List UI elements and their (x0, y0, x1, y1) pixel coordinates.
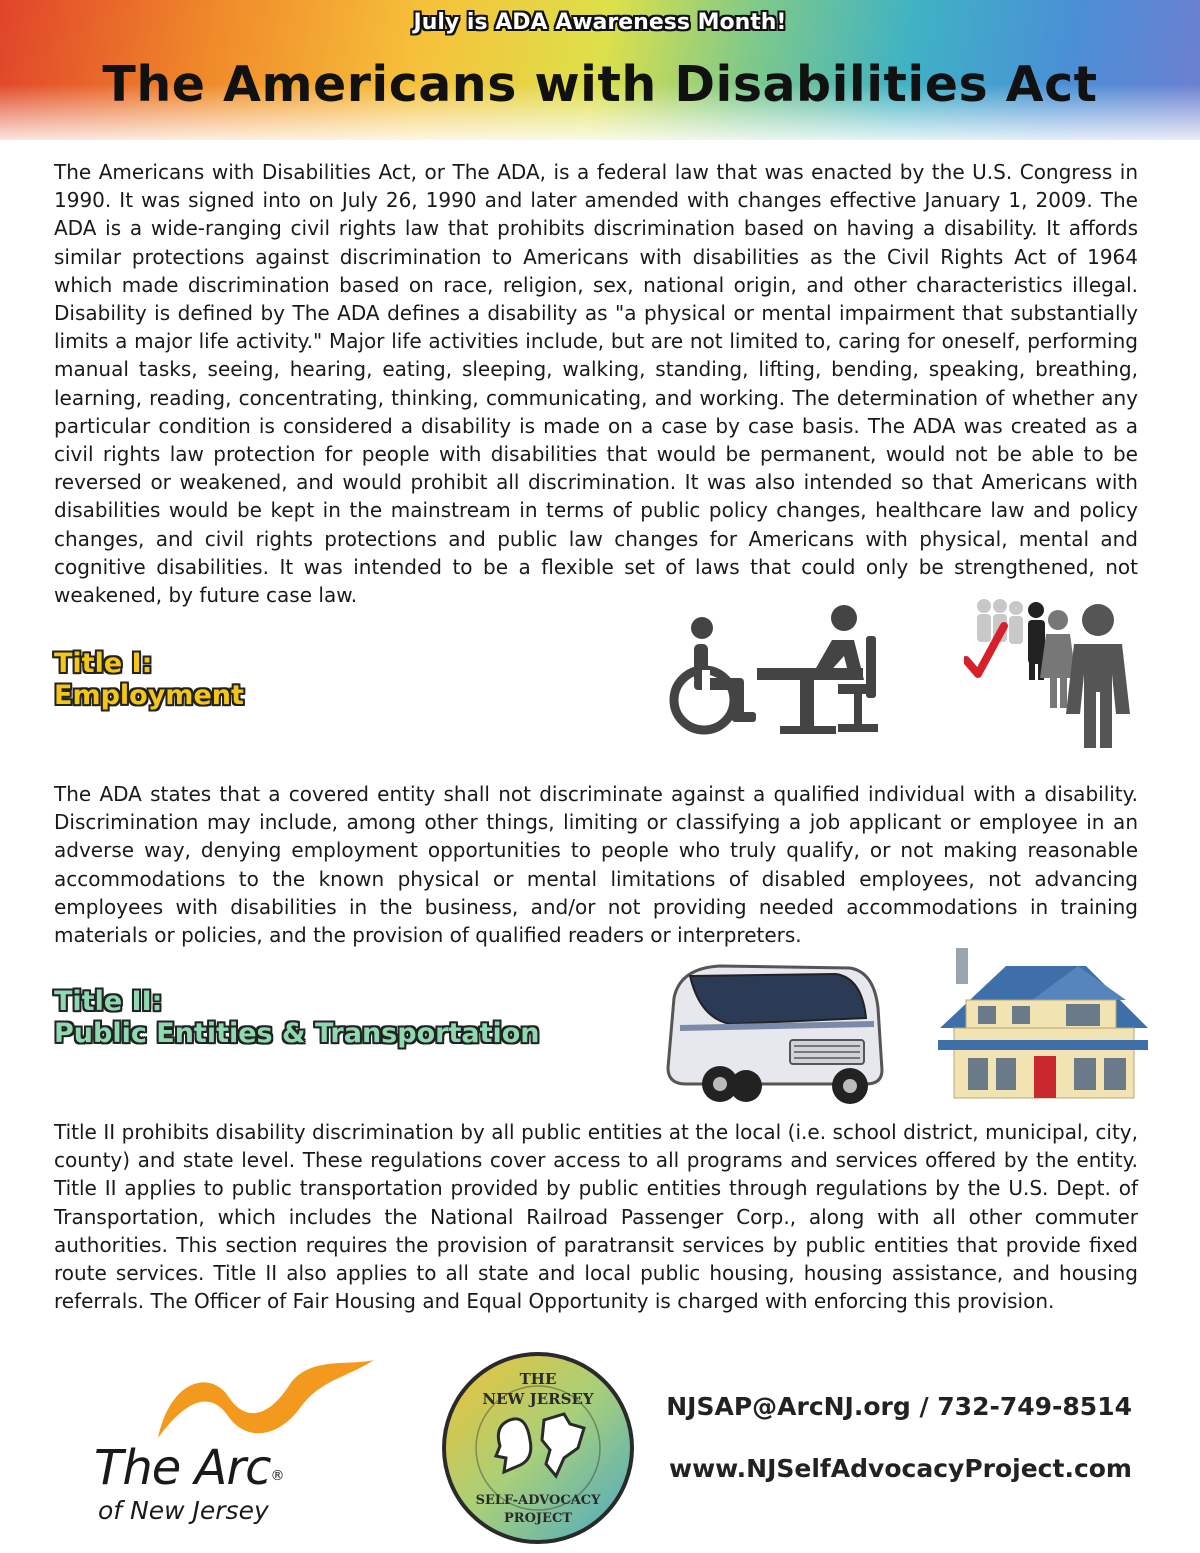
job-candidates-icon (964, 596, 1140, 748)
banner-tagline: July is ADA Awareness Month! (413, 10, 787, 35)
website-link[interactable]: www.NJSelfAdvocacyProject.com (668, 1454, 1132, 1483)
arc-logo-name (94, 1440, 284, 1496)
bus-icon (660, 958, 890, 1108)
seal-bottom-text-1: SELF-ADVOCACY (475, 1493, 601, 1508)
wheelchair-interview-icon (662, 600, 892, 740)
seal-bottom-text-2: PROJECT (504, 1511, 572, 1526)
seal-top-text-2: NEW JERSEY (482, 1390, 594, 1408)
title-two-paragraph: Title II prohibits disability discrimination by all public entities at the local (i.e. school district, municipal, city, county) and state level. These regulations cover access to all programs and services offered by the entity. Title II applies to public transportation provided by public entities through regulations by the U.S. Dept. of Transportation, which includes the National Railroad Passenger Corp., along with all other commuter authorities. This section requires the provision of paratransit services by public entities that provide fixed route services. Title II also applies to all state and local public housing, housing assistance, and housing referrals. The Officer of Fair Housing and Equal Opportunity is charged with enforcing this provision. (54, 1120, 1138, 1314)
contact-email-phone[interactable]: NJSAP@ArcNJ.org / 732-749-8514 (666, 1392, 1132, 1421)
title-two-label: Title II: (54, 986, 163, 1017)
arc-logo-subtitle: of New Jersey (98, 1496, 269, 1525)
arc-registered-mark: ® (270, 1468, 284, 1484)
house-icon (936, 944, 1150, 1104)
nj-seal-icon (440, 1350, 636, 1546)
title-one-heading (54, 648, 244, 712)
seal-top-text-1: THE (519, 1370, 557, 1388)
title-one-label: Title I: (54, 648, 153, 679)
title-two-heading (54, 986, 540, 1050)
intro-paragraph: The Americans with Disabilities Act, or The ADA, is a federal law that was enacted by the U.S. Congress in 1990. It was signed into on July 26, 1990 and later amended with changes effective January 1, 2009. The ADA is a wide-ranging civil rights law that prohibits discrimination based on having a disability. It affords similar protections against discrimination to Americans with disabilities as the Civil Rights Act of 1964 which made discrimination based on race, religion, sex, national origin, and other characteristics illegal. Disability is defined by The ADA defines a disability as "a physical or mental impairment that substantially limits a major life activity." Major life activities include, but are not limited to, caring for oneself, performing manual tasks, seeing, hearing, eating, sleeping, walking, standing, lifting, bending, speaking, breathing, learning, reading, concentrating, thinking, communicating, and working. The determination of whether any particular condition is considered a disability is made on a case by case basis. The ADA was created as a civil rights law protection for people with disabilities that would be permanent, would not be able to be reversed or weakened, and would prohibit all discrimination. It was also intended so that Americans with disabilities would be kept in the mainstream in terms of public policy changes, healthcare law and policy changes, and civil rights protections and public law changes for Americans with physical, mental and cognitive disabilities. It was intended to be a flexible set of laws that could only be strengthened, not weakened, by future case law. (54, 160, 1138, 608)
title-one-paragraph: The ADA states that a covered entity shall not discriminate against a qualified individual with a disability. Discrimination may include, among other things, limiting or classifying a job applicant or employee in an adverse way, denying employment opportunities to people who truly qualify, or not making reasonable accommodations to the known physical or mental limitations of disabled employees, not advancing employees with disabilities in the business, and/or not providing needed accommodations in training materials or policies, and the provision of qualified readers or interpreters. (54, 782, 1138, 948)
arc-name-text: The Arc (94, 1440, 271, 1496)
title-one-subject: Employment (54, 680, 244, 711)
title-two-subject: Public Entities & Transportation (54, 1018, 540, 1049)
header-banner (0, 0, 1200, 140)
arc-swoosh-icon (150, 1360, 380, 1450)
page-title: The Americans with Disabilities Act (102, 56, 1098, 113)
